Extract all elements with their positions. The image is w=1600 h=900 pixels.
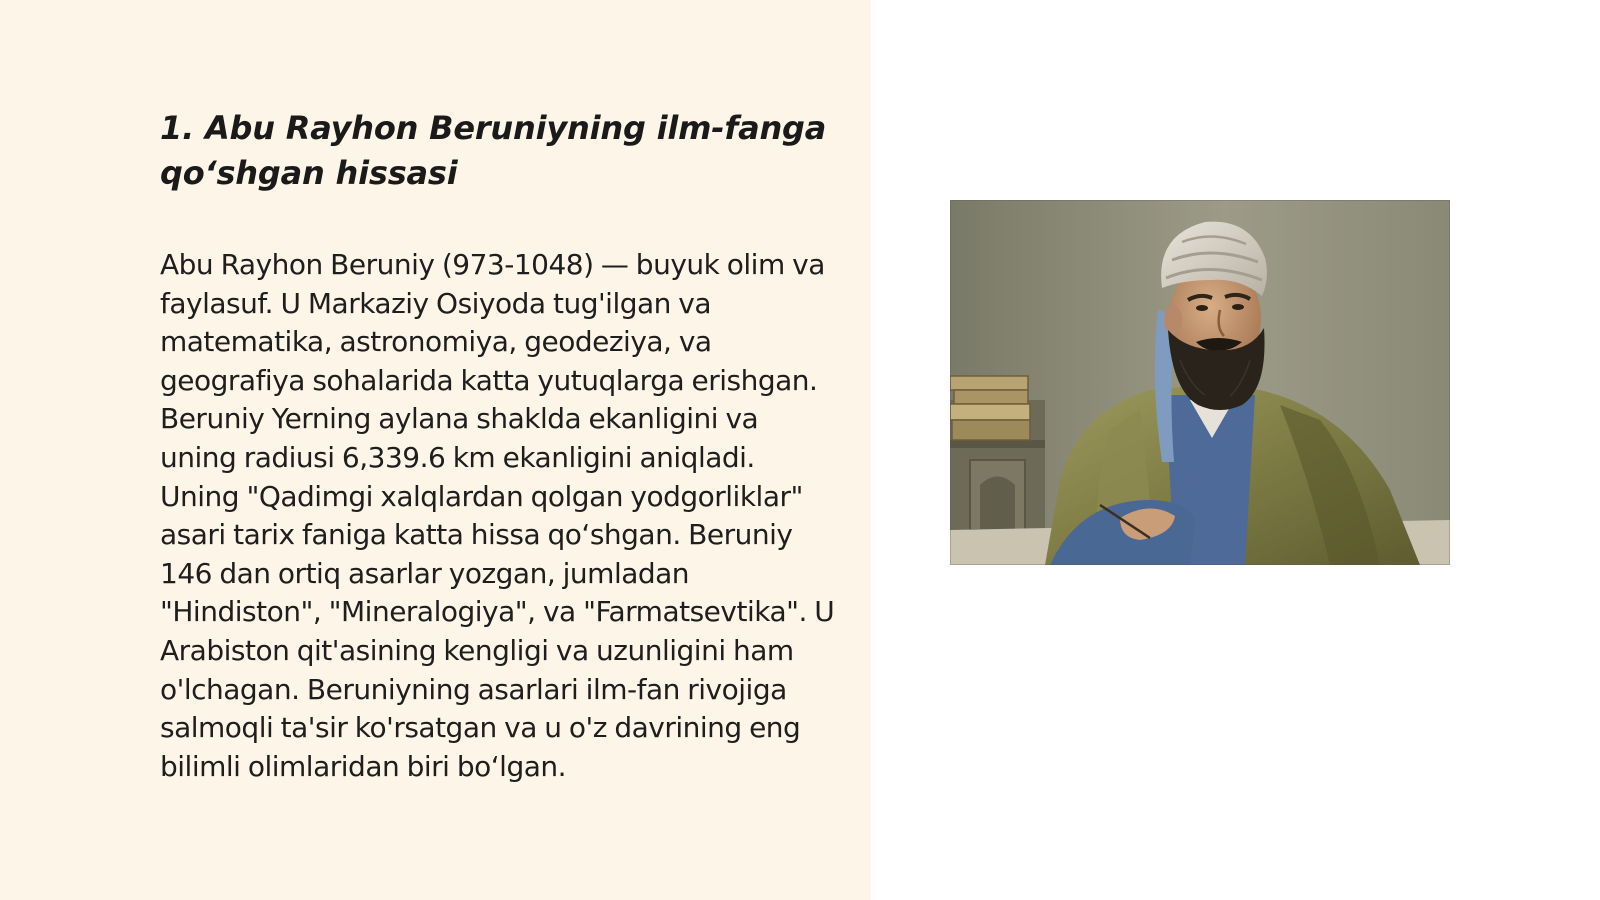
slide-title: 1. Abu Rayhon Beruniyning ilm-fanga qo‘shgan hissasi [160,109,827,192]
slide-body-text: Abu Rayhon Beruniy (973-1048) — buyuk olim va faylasuf. U Markaziy Osiyoda tug'ilgan va matematika, astronomiya, geodeziya, va geografiya sohalarida katta yutuqlarga erishgan. Beruniy Yerning aylana shaklda ekanligini va uning radiusi 6,339.6 km ekanligini aniqladi. Uning "Qadimgi xalqlardan qolgan yodgorliklar" asari tarix faniga katta hissa qo‘shgan. Beruniy 146 dan ortiq asarlar yozgan, jumladan "Hindiston", "Mineralogiya", va "Farmatsevtika". U Arabiston qit'asining kengligi va uzunligini ham o'lchagan. Beruniyning asarlari ilm-fan rivojiga salmoqli ta'sir ko'rsatgan va u o'z davrining eng bilimli olimlaridan biri bo‘lgan. [160,248,835,783]
books-stack [950,376,1030,440]
portrait-image [950,200,1450,565]
portrait-illustration [950,200,1450,565]
